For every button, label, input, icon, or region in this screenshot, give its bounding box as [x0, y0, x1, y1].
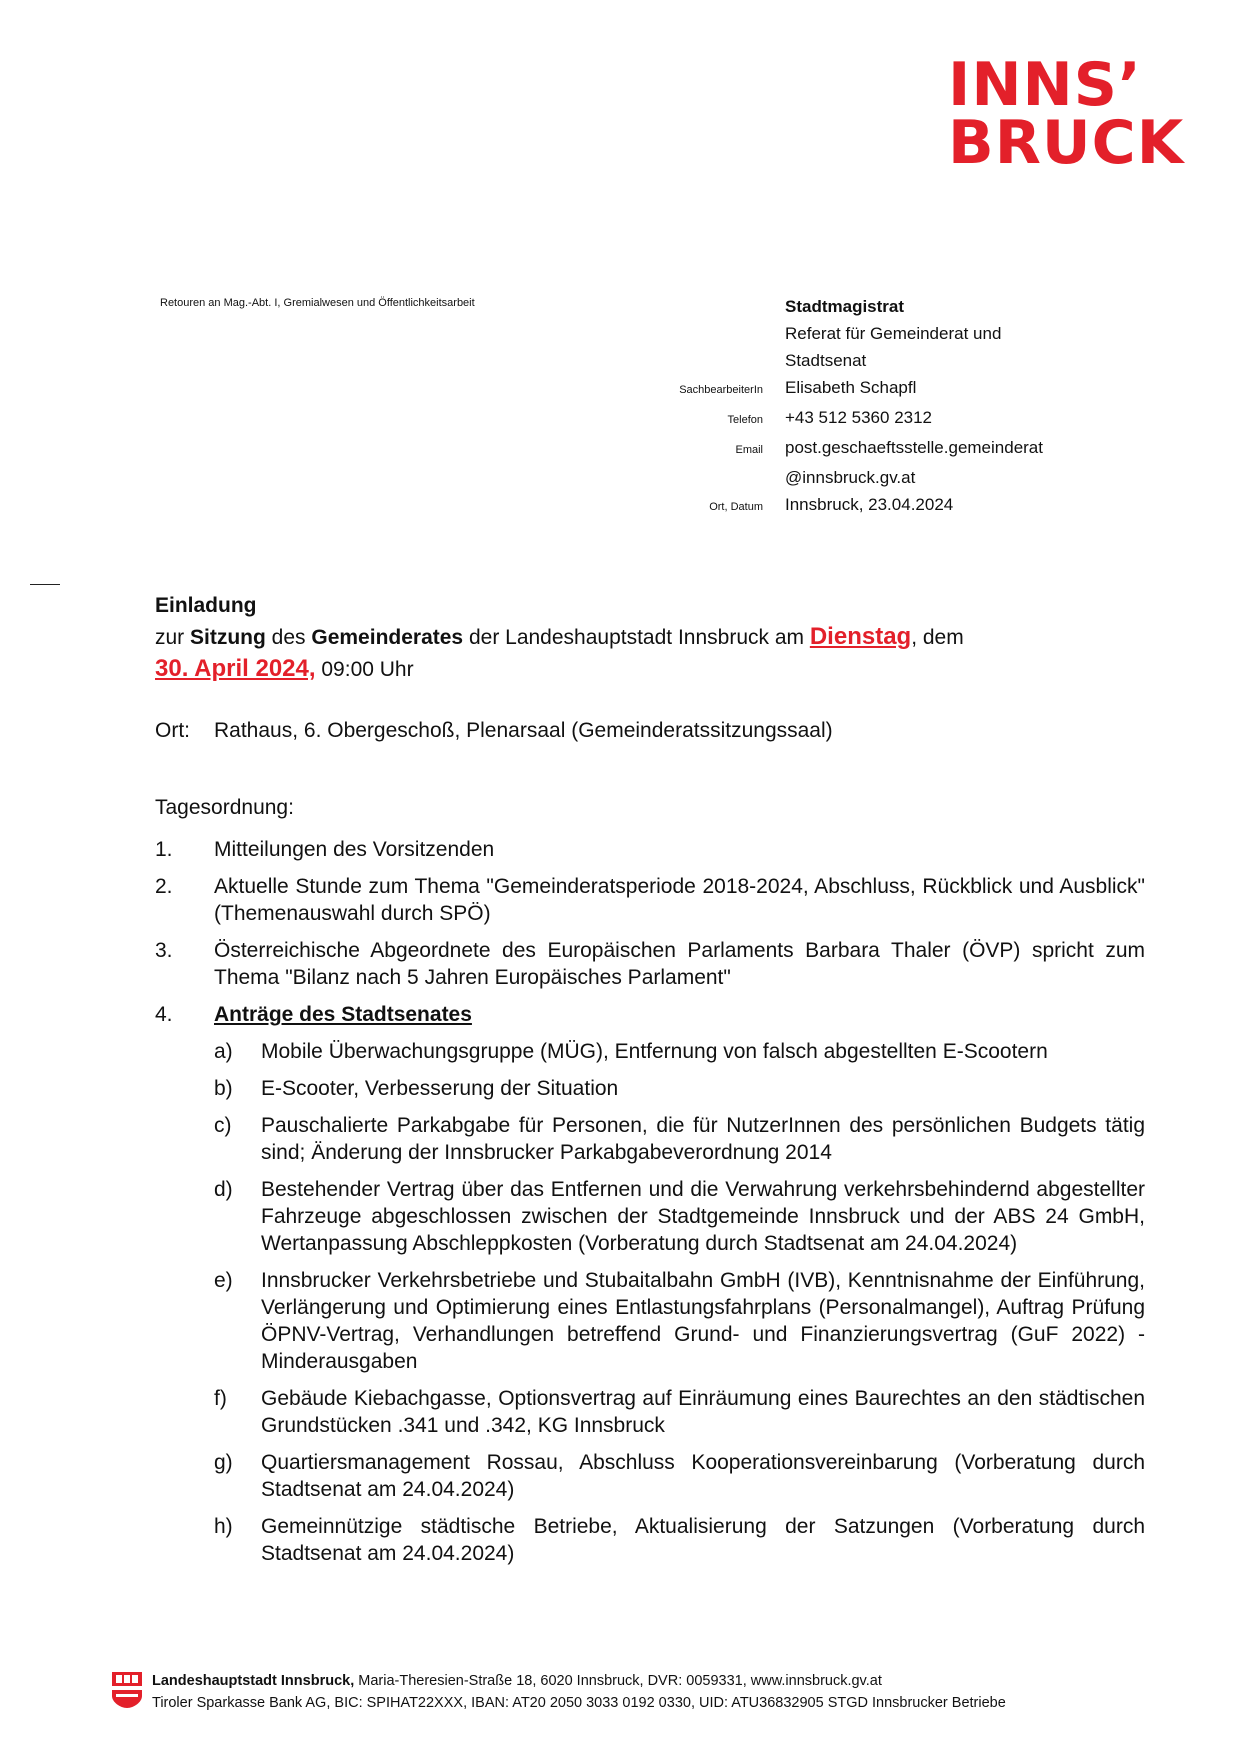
agenda-subitem: h) Gemeinnützige städtische Betriebe, Aktualisierung der Satzungen (Vorberatung durch Stadtsenat am 24.04.2024): [214, 1515, 1145, 1565]
logo-line-2: BRUCK: [948, 108, 1185, 178]
invitation-heading: Einladung: [155, 594, 257, 617]
logo-line-1: INNS’: [948, 50, 1142, 120]
email-value-2: @innsbruck.gv.at: [785, 468, 916, 487]
phone-value: +43 512 5360 2312: [785, 408, 933, 427]
agenda-subitem: c) Pauschalierte Parkabgabe für Personen, die für NutzerInnen des persönlichen Budgets tätig sind; Änderung der Innsbrucker Parkabgabeverordnung 2014: [214, 1114, 1145, 1164]
invitation-line: zur Sitzung des Gemeinderates der Landeshauptstadt Innsbruck am Dienstag, dem: [155, 623, 964, 650]
invitation-date-line: [155, 653, 964, 685]
return-address: Retouren an Mag.-Abt. I, Gremialwesen und Öffentlichkeitsarbeit: [160, 297, 475, 309]
meeting-time: 09:00 Uhr: [315, 658, 414, 681]
date-label: Ort, Datum: [709, 501, 763, 513]
agenda-item: 3. Österreichische Abgeordnete des Europäischen Parlaments Barbara Thaler (ÖVP) spricht zum Thema "Bilanz nach 5 Jahren Europäisches Parlament": [155, 939, 1145, 989]
footer-line-1: Landeshauptstadt Innsbruck, Maria-Theresien-Straße 18, 6020 Innsbruck, DVR: 0059331, www.innsbruck.gv.at: [152, 1673, 882, 1689]
invitation-block: [155, 590, 964, 685]
meeting-date: 30. April 2024,: [155, 655, 316, 682]
innsbruck-logo: [948, 50, 1188, 178]
sender-block: [600, 293, 1115, 521]
agenda-subitem: b) E-Scooter, Verbesserung der Situation: [214, 1077, 619, 1100]
agenda-item-heading: 4. Anträge des Stadtsenates: [155, 1003, 472, 1026]
fold-mark: [30, 584, 60, 585]
footer-line-2: Tiroler Sparkasse Bank AG, BIC: SPIHAT22XXX, IBAN: AT20 2050 3033 0192 0330, UID: ATU36832905 STGD Innsbrucker Betriebe: [152, 1695, 1006, 1711]
sender-org: Stadtmagistrat: [785, 297, 905, 316]
location-line: [155, 719, 833, 743]
sender-dept-1: Referat für Gemeinderat und: [785, 324, 1002, 343]
agenda-item: 2. Aktuelle Stunde zum Thema "Gemeinderatsperiode 2018-2024, Abschluss, Rückblick und Ausblick" (Themenauswahl durch SPÖ): [155, 875, 1145, 925]
agenda-title: Tagesordnung:: [155, 796, 294, 819]
location-value: Rathaus, 6. Obergeschoß, Plenarsaal (Gemeinderatssitzungssaal): [214, 719, 833, 742]
sender-dept-2: Stadtsenat: [785, 351, 867, 370]
footer: [110, 1670, 1006, 1714]
agenda-subitem: d) Bestehender Vertrag über das Entfernen und die Verwahrung verkehrsbehindernd abgestellter Fahrzeuge abgeschlossen zwischen der Stadtgemeinde Innsbruck und der ABS 24 GmbH, Wertanpassung Abschleppkosten (Vorberatung durch Stadtsenat am 24.04.2024): [214, 1178, 1145, 1255]
meeting-weekday: Dienstag: [809, 623, 912, 650]
phone-label: Telefon: [727, 414, 763, 426]
agenda-subitem: g) Quartiersmanagement Rossau, Abschluss Kooperationsvereinbarung (Vorberatung durch Stadtsenat am 24.04.2024): [214, 1451, 1145, 1501]
clerk-name: Elisabeth Schapfl: [785, 378, 917, 397]
agenda-list: [155, 836, 1145, 1577]
agenda-subitem: a) Mobile Überwachungsgruppe (MÜG), Entfernung von falsch abgestellten E-Scootern: [214, 1040, 1048, 1063]
email-label: Email: [735, 444, 763, 456]
location-label: Ort:: [155, 719, 190, 742]
city-crest-icon: [110, 1670, 144, 1710]
clerk-label: SachbearbeiterIn: [679, 384, 763, 396]
agenda-subitem: f) Gebäude Kiebachgasse, Optionsvertrag auf Einräumung eines Baurechtes an den städtischen Grundstücken .341 und .342, KG Innsbruck: [214, 1387, 1145, 1437]
email-value-1: post.geschaeftsstelle.gemeinderat: [785, 438, 1043, 457]
date-value: Innsbruck, 23.04.2024: [785, 495, 954, 514]
agenda-item: 1. Mitteilungen des Vorsitzenden: [155, 838, 495, 861]
agenda-subitem: e) Innsbrucker Verkehrsbetriebe und Stubaitalbahn GmbH (IVB), Kenntnisnahme der Einführung, Verlängerung und Optimierung eines Entlastungsfahrplans (Personalmangel), Auftrag Prüfung ÖPNV-Vertrag, Verhandlungen betreffend Grund- und Finanzierungsvertrag (GuF 2022) - Minderausgaben: [214, 1269, 1145, 1373]
